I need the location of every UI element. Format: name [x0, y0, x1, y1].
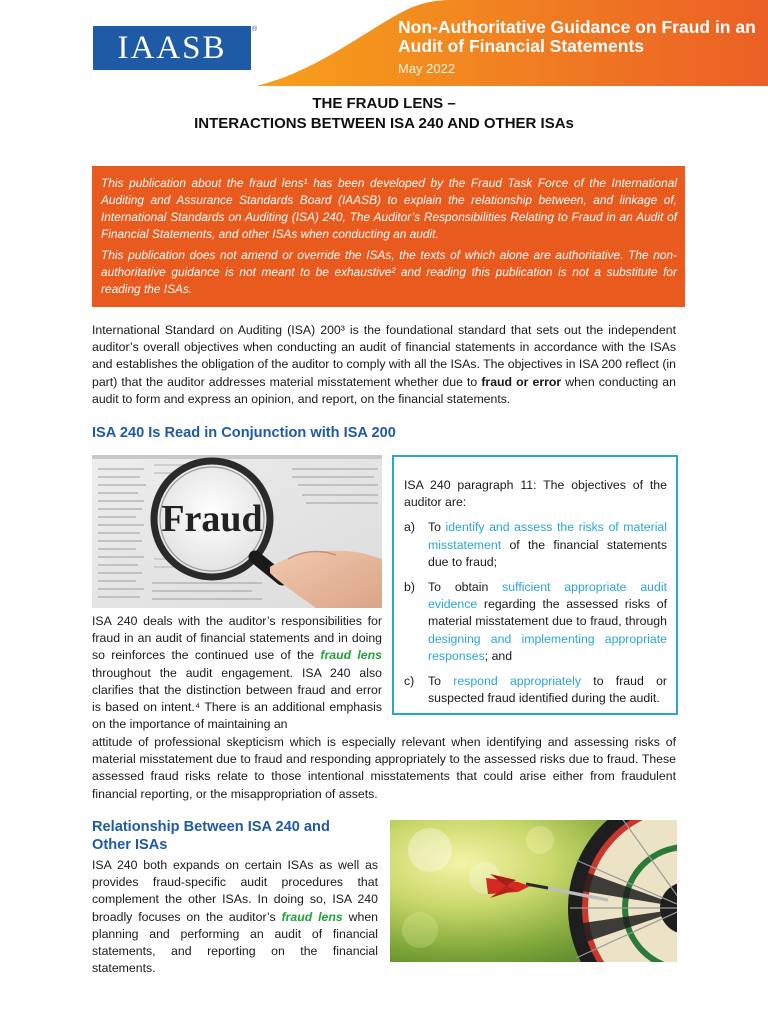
iaasb-logo: [93, 26, 251, 70]
objective-text-part: To: [428, 520, 446, 535]
objective-link[interactable]: identify and assess the risks of material misstatement: [428, 520, 667, 552]
banner-date: May 2022: [398, 61, 456, 76]
fraud-lens-term: fraud lens: [320, 648, 382, 663]
p2-text-b: throughout the audit engagement. ISA 240 also clarifies that the distinction between fraud and error is based on intent.⁴ There is an additional emphasis on the importance of maintaining an: [92, 665, 382, 732]
objective-text: [428, 519, 667, 571]
p4-text-a: ISA 240 both expands on certain ISAs as well as provides fraud-specific audit procedures that complement the other ISAs. In doing so, ISA 240 broadly focuses on the auditor’s: [92, 858, 378, 924]
intro-callout: [92, 166, 685, 307]
objectives-list: [404, 519, 667, 707]
fraud-lens-term: fraud lens: [281, 909, 343, 924]
objective-link[interactable]: sufficient appropriate audit evidence: [428, 580, 667, 612]
dartboard-image: [390, 820, 677, 962]
objective-text-part: of the financial statements due to fraud;: [428, 537, 667, 569]
banner-title: Non-Authoritative Guidance on Fraud in an Audit of Financial Statements: [398, 17, 756, 56]
objective-text-part: regarding the assessed risks of material misstatement due to fraud, through: [428, 597, 667, 629]
registered-mark: ®: [252, 26, 258, 33]
page-header: [0, 0, 768, 90]
objective-item: [404, 519, 667, 571]
callout-intro: ISA 240 paragraph 11: The objectives of the auditor are:: [404, 478, 667, 510]
p2-text-a: ISA 240 deals with the auditor’s responsibilities for fraud in an audit of financial statements and in doing so reinforces the continued use of the: [92, 614, 382, 663]
objective-text-part: To obtain: [428, 580, 503, 595]
objective-text: [428, 579, 667, 665]
intro-paragraph-2: This publication does not amend or override the ISAs, the texts of which alone are authoritative. The non-authoritative guidance is not meant to be exhaustive² and reading this publication is not a substitute for reading the ISAs.: [101, 248, 677, 296]
objective-text-part: to fraud or suspected fraud identified during the audit.: [428, 674, 668, 706]
objective-link[interactable]: respond appropriately: [453, 674, 582, 689]
body-paragraph-4: [92, 857, 378, 977]
p1-text-a: International Standard on Auditing (ISA) 200³ is the foundational standard that sets out the independent auditor’s overall objectives when conducting an audit of financial statements in accordance with the ISAs and establishes the obligation of the auditor to comply with all the ISAs. The objectives in ISA 200 reflect (in part) that the auditor addresses material misstatement whether due to: [92, 323, 676, 389]
fraud-magnifier-image: [92, 455, 382, 608]
body-paragraph-1: [92, 322, 676, 408]
objectives-callout: [392, 455, 678, 715]
objective-letter: b): [404, 580, 415, 595]
p1-bold: fraud or error: [481, 374, 562, 389]
objective-item: [404, 579, 667, 665]
section-heading-1: ISA 240 Is Read in Conjunction with ISA 200: [92, 425, 396, 441]
document-title: [0, 94, 768, 134]
title-line-1: THE FRAUD LENS –: [312, 95, 456, 112]
objective-text-part: ; and: [484, 648, 513, 663]
intro-paragraph-1: This publication about the fraud lens¹ has been developed by the Fraud Task Force of the International Auditing and Assurance Standards Board (IAASB) to explain the relationship between, and linkage of, International Standards on Auditing (ISA) 240, The Auditor’s Responsibilities Relating to Fraud in an Audit of Financial Statements, and other ISAs when conducting an audit.: [101, 176, 677, 241]
banner-text-block: [398, 18, 758, 76]
objective-text: [428, 673, 667, 707]
fraud-magnified-word: Fraud: [161, 498, 263, 540]
objective-letter: c): [404, 674, 415, 689]
body-paragraph-2: [92, 613, 382, 733]
objective-link[interactable]: designing and implementing appropriate responses: [428, 631, 667, 663]
title-line-2: INTERACTIONS BETWEEN ISA 240 AND OTHER ISAs: [194, 115, 574, 132]
section-heading-2: Relationship Between ISA 240 and Other ISAs: [92, 819, 330, 853]
logo-text: IAASB: [117, 29, 227, 66]
objective-item: [404, 673, 667, 707]
objective-text-part: To: [428, 674, 454, 689]
body-paragraph-3: attitude of professional skepticism which is especially relevant when identifying and assessing risks of material misstatement due to fraud and responding appropriately to the assessed risks due to fraud. These assessed fraud risks relate to those intentional misstatements that could arise either from fraudulent financial reporting, or the misappropriation of assets.: [92, 735, 676, 801]
p1-text-b: when conducting an audit to form and express an opinion, and report, on the financial statements.: [92, 374, 676, 406]
p4-text-b: when planning and performing an audit of financial statements, and reporting on the financial statements.: [92, 909, 378, 976]
objective-letter: a): [404, 520, 415, 535]
